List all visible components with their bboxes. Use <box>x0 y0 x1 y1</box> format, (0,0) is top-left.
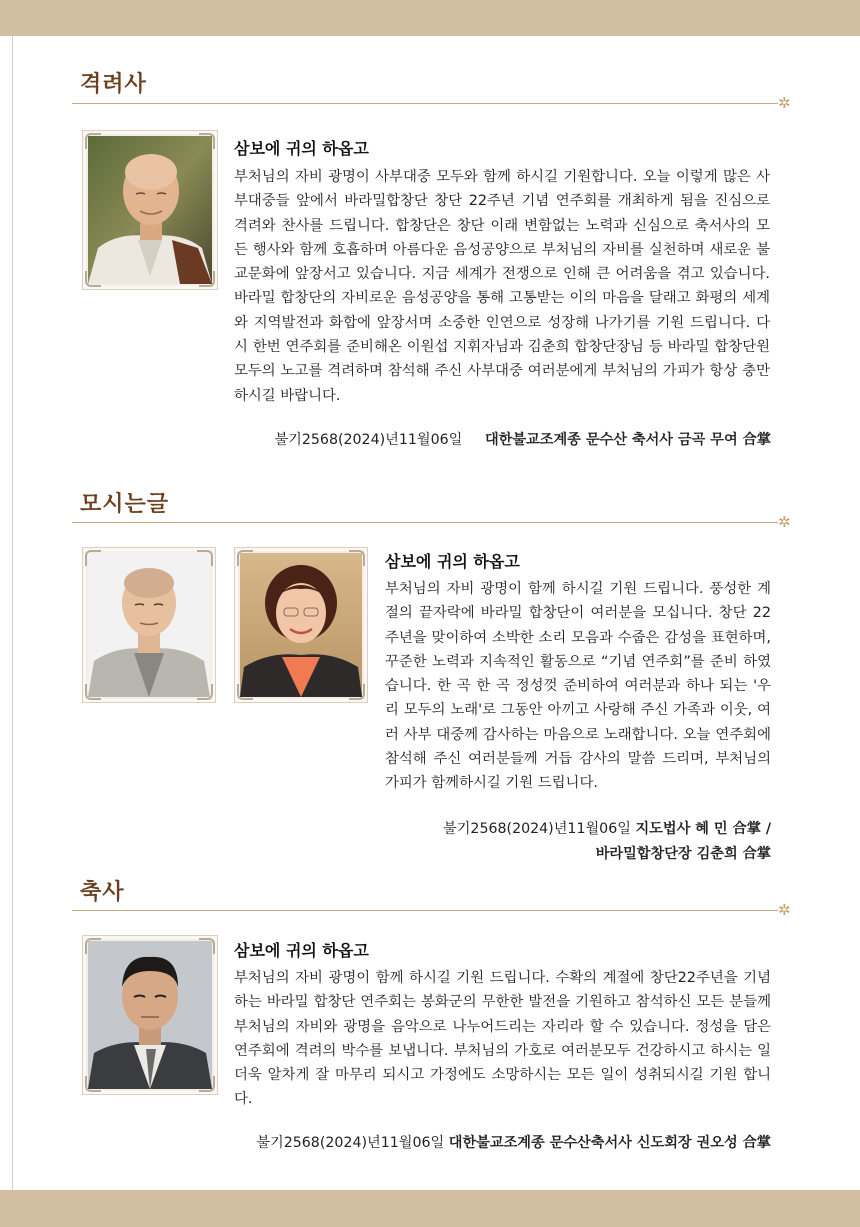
bottom-band <box>0 1190 860 1227</box>
monk-portrait-photo <box>88 136 212 284</box>
signature-name-2: 바라밀합창단장 김춘희 合掌 <box>595 846 771 862</box>
section-rule <box>72 522 778 523</box>
section-title-invitation: 모시는글 <box>80 492 170 517</box>
signature-name: 대한불교조계종 문수산축서사 신도회장 권오성 合掌 <box>448 1135 771 1151</box>
ornament-icon: ✲ <box>778 513 791 531</box>
photo-frame <box>234 547 368 703</box>
ornament-icon: ✲ <box>778 901 791 919</box>
signature-name: 지도법사 혜 민 合掌 / <box>635 821 771 837</box>
photo-frame <box>82 130 218 290</box>
section-title-congratulation: 축사 <box>80 880 125 905</box>
signature-date: 불기2568(2024)년11월06일 <box>256 1135 445 1151</box>
photo-frame <box>82 935 218 1095</box>
signature-line <box>274 429 771 449</box>
section-body-text: 부처님의 자비 광명이 함께 하시길 기원 드립니다. 수확의 계절에 창단22주년을 기념하는 바라밀 합창단 연주회는 봉화군의 무한한 발전을 기원하고 참석하신 모든 분들께 부처님의 자비와 광명을 음악으로 나누어드리는 자리라 할 수 있습니다. 정성을 담은 연주회에 격려의 박수를 보냅니다. 부처님의 가호로 여러분모두 건강하시고 하시는 일 더욱 알차게 잘 마무리 되시고 가정에도 소망하시는 모든 일이 성취되시길 기원 합니다. <box>234 970 771 1108</box>
signature-line-2 <box>596 843 771 863</box>
woman-portrait-photo <box>240 553 362 697</box>
signature-date: 불기2568(2024)년11월06일 <box>443 821 631 837</box>
section-body-text: 부처님의 자비 광명이 함께 하시길 기원 드립니다. 풍성한 계절의 끝자락에 바라밀 합창단이 여러분을 모십니다. 창단 22주년을 맞이하여 소박한 소리 모음과 수줍은 감성을 표현하며, 꾸준한 노력과 지속적인 활동으로 “기념 연주회”를 준비 하였습니다. 한 곡 한 곡 정성껏 준비하여 여러분과 하나 되는 '우리 모두의 노래'로 그동안 아끼고 사랑해 주신 가족과 이웃, 여러 사부 대중께 감사하는 마음으로 노래합니다. 오늘 연주회에 참석해 주신 여러분들께 거듭 감사의 말씀 드리며, 부처님의 가피가 함께하시길 기원 드립니다. <box>385 581 771 792</box>
signature-name: 대한불교조계종 문수산 축서사 금곡 무여 合掌 <box>484 432 771 448</box>
signature-line <box>256 1132 771 1152</box>
top-band <box>0 0 860 36</box>
section-rule <box>72 910 778 911</box>
photo-frame <box>82 547 216 703</box>
monk-portrait-photo <box>88 553 210 697</box>
section-body-text: 부처님의 자비 광명이 사부대중 모두와 함께 하시길 기원합니다. 오늘 이렇게 많은 사부대중들 앞에서 바라밀합창단 창단 22주년 기념 연주회를 개최하게 됨을 진심으로 격려와 찬사를 드립니다. 합창단은 창단 이래 변함없는 노력과 신심으로 축서사의 모든 행사와 함께 호흡하며 아름다운 음성공양으로 부처님의 자비를 실천하며 새로운 불교문화에 앞장서고 있습니다. 지금 세계가 전쟁으로 인해 큰 어려움을 겪고 있습니다. 바라밀 합창단의 자비로운 음성공양을 통해 고통받는 이의 마음을 달래고 화평의 세계와 지역발전과 화합에 앞장서며 소중한 인연으로 성장해 나가기를 기원 드립니다. 다시 한번 연주회를 준비해온 이원섭 지휘자님과 김춘희 합창단장님 등 바라밀 합창단원 모두의 노고를 격려하며 참석해 주신 사부대중 여러분에게 부처님의 가피가 항상 충만하시길 바랍니다. <box>234 169 770 404</box>
section-heading: 삼보에 귀의 하옵고 <box>234 139 369 158</box>
signature-line <box>443 818 771 838</box>
section-heading: 삼보에 귀의 하옵고 <box>385 552 520 571</box>
ornament-icon: ✲ <box>778 94 791 112</box>
page-edge-line <box>12 36 13 1190</box>
section-title-encouragement: 격려사 <box>80 72 147 97</box>
signature-date: 불기2568(2024)년11월06일 <box>274 432 463 448</box>
section-heading: 삼보에 귀의 하옵고 <box>234 941 369 960</box>
man-portrait-photo <box>88 941 212 1089</box>
section-rule <box>72 103 778 104</box>
